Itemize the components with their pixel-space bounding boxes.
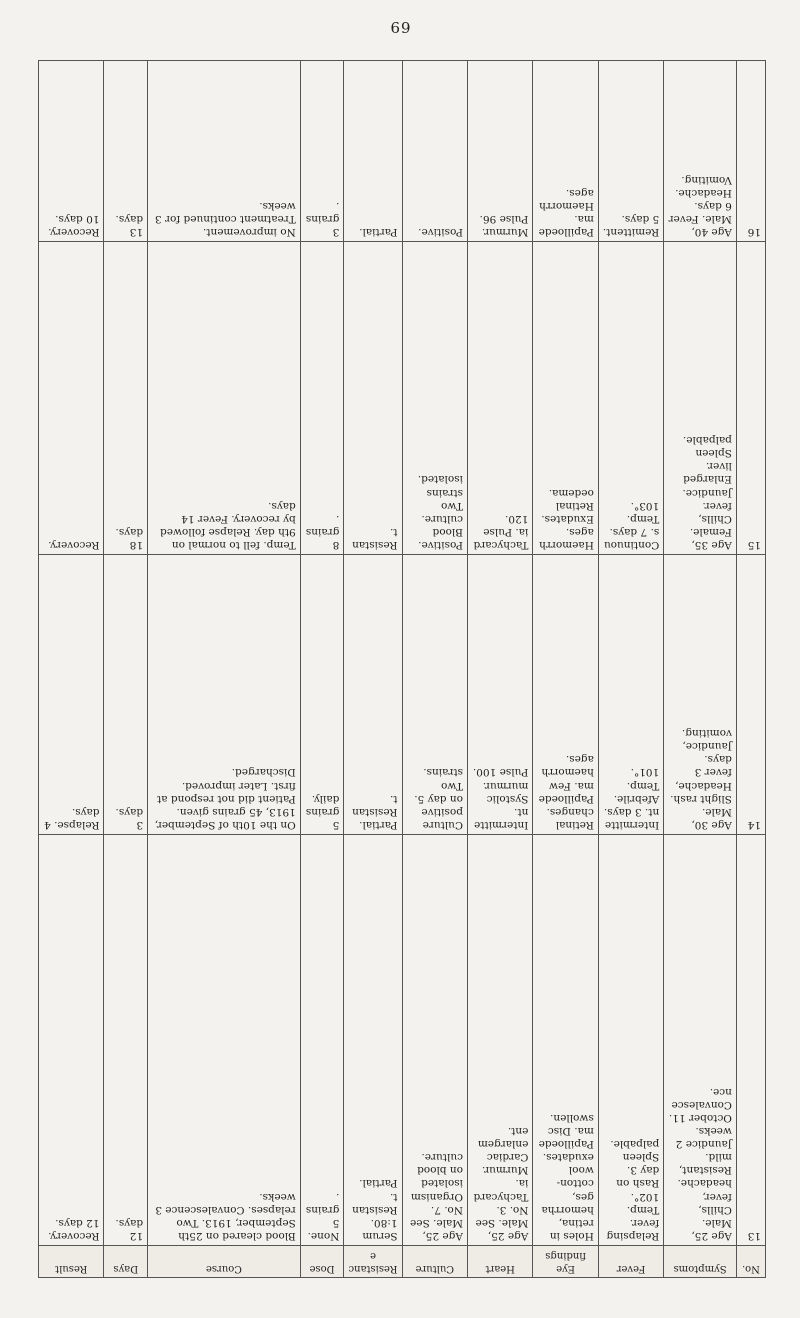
cell-no: 14 — [736, 555, 765, 835]
table-row — [39, 555, 766, 835]
cell-heart: Tachycardia. Pulse 120. — [467, 242, 532, 555]
header-culture: Culture — [402, 1246, 467, 1278]
cell-days: 13 days. — [104, 61, 148, 242]
cell-eye: Papilloedema. Haemorrhages. — [533, 61, 598, 242]
cell-fever: Remittent. 5 days. — [598, 61, 663, 242]
case-table — [38, 60, 766, 1278]
cell-fever: Relapsing fever. Temp. 102°. Rash on day 3. Spleen palpable. — [598, 834, 663, 1245]
cell-days: 3 days. — [104, 555, 148, 835]
cell-symptoms: Age 35, Female. Chills, fever. Jaundice. Enlarged liver. Spleen palpable. — [664, 242, 737, 555]
cell-dose: 5 grains daily. — [300, 555, 344, 835]
cell-result: Recovery. — [39, 242, 105, 555]
cell-resistance: Partial. — [344, 61, 402, 242]
header-no: No. — [736, 1246, 765, 1278]
table-row — [39, 61, 766, 242]
header-resistance: Resistance — [344, 1246, 402, 1278]
cell-culture: Positive. Blood culture. Two strains isolated. — [402, 242, 467, 555]
cell-culture: Age 25, Male. See No. 7. Organism isolated on blood culture. — [402, 834, 467, 1245]
header-result: Result — [39, 1246, 105, 1278]
page-number: 69 — [389, 18, 411, 36]
cell-no: 13 — [736, 834, 765, 1245]
cell-course: On the 10th of September, 1913, 45 grains given. Patient did not respond at first. Later improved. Discharged. — [148, 555, 301, 835]
header-symptoms: Symptoms — [664, 1246, 737, 1278]
cell-days: 12 days. — [104, 834, 148, 1245]
cell-heart: Intermittent. Systolic murmur. Pulse 100. — [467, 555, 532, 835]
cell-symptoms: Age 40, Male. Fever 6 days. Headache. Vomiting. — [664, 61, 737, 242]
table-row — [39, 242, 766, 555]
cell-resistance: Serum 1:80. Resistant. Partial. — [344, 834, 402, 1245]
cell-eye: Holes in retina, hemorrhages, cotton-wool exudates. Papilloedema. Disc swollen. — [533, 834, 598, 1245]
cell-course: Temp. fell to normal on 9th day. Relapse followed by recovery. Fever 14 days. — [148, 242, 301, 555]
cell-culture: Culture positive on day 5. Two strains. — [402, 555, 467, 835]
header-heart: Heart — [467, 1246, 532, 1278]
cell-culture: Positive. — [402, 61, 467, 242]
cell-heart: Murmur. Pulse 96. — [467, 61, 532, 242]
rotated-table-frame — [38, 60, 766, 1278]
cell-no: 16 — [736, 61, 765, 242]
cell-course: No improvement. Treatment continued for 3 weeks. — [148, 61, 301, 242]
cell-dose: 3 grains. — [300, 61, 344, 242]
cell-symptoms: Age 25, Male. Chills, fever, headache. Resistant, mild. Jaundice 2 weeks. October 11. Convalescence. — [664, 834, 737, 1245]
table-header-row — [39, 1246, 766, 1278]
cell-heart: Age 25, Male. See No. 3. Tachycardia. Murmur. Cardiac enlargement. — [467, 834, 532, 1245]
cell-symptoms: Age 30, Male. Slight rash. Headache, fever 3 days. Jaundice, vomiting. — [664, 555, 737, 835]
cell-resistance: Partial. Resistant. — [344, 555, 402, 835]
table-row — [39, 834, 766, 1245]
header-dose: Dose — [300, 1246, 344, 1278]
header-days: Days — [104, 1246, 148, 1278]
header-eye: Eye findings — [533, 1246, 598, 1278]
cell-no: 15 — [736, 242, 765, 555]
header-fever: Fever — [598, 1246, 663, 1278]
cell-result: Relapse. 4 days. — [39, 555, 105, 835]
cell-fever: Intermittent. 3 days. Afebrile. Temp. 101°. — [598, 555, 663, 835]
cell-eye: Haemorrhages. Exudates. Retinal oedema. — [533, 242, 598, 555]
cell-fever: Continuous. 7 days. Temp. 103°. — [598, 242, 663, 555]
cell-eye: Retinal changes. Papilloedema. Few haemorrhages. — [533, 555, 598, 835]
cell-resistance: Resistant. — [344, 242, 402, 555]
header-course: Course — [148, 1246, 301, 1278]
cell-course: Blood cleared on 25th September, 1913. Two relapses. Convalescence 3 weeks. — [148, 834, 301, 1245]
cell-days: 18 days. — [104, 242, 148, 555]
cell-result: Recovery. 10 days. — [39, 61, 105, 242]
cell-dose: None. 5 grains. — [300, 834, 344, 1245]
cell-result: Recovery. 12 days. — [39, 834, 105, 1245]
cell-dose: 8 grains. — [300, 242, 344, 555]
